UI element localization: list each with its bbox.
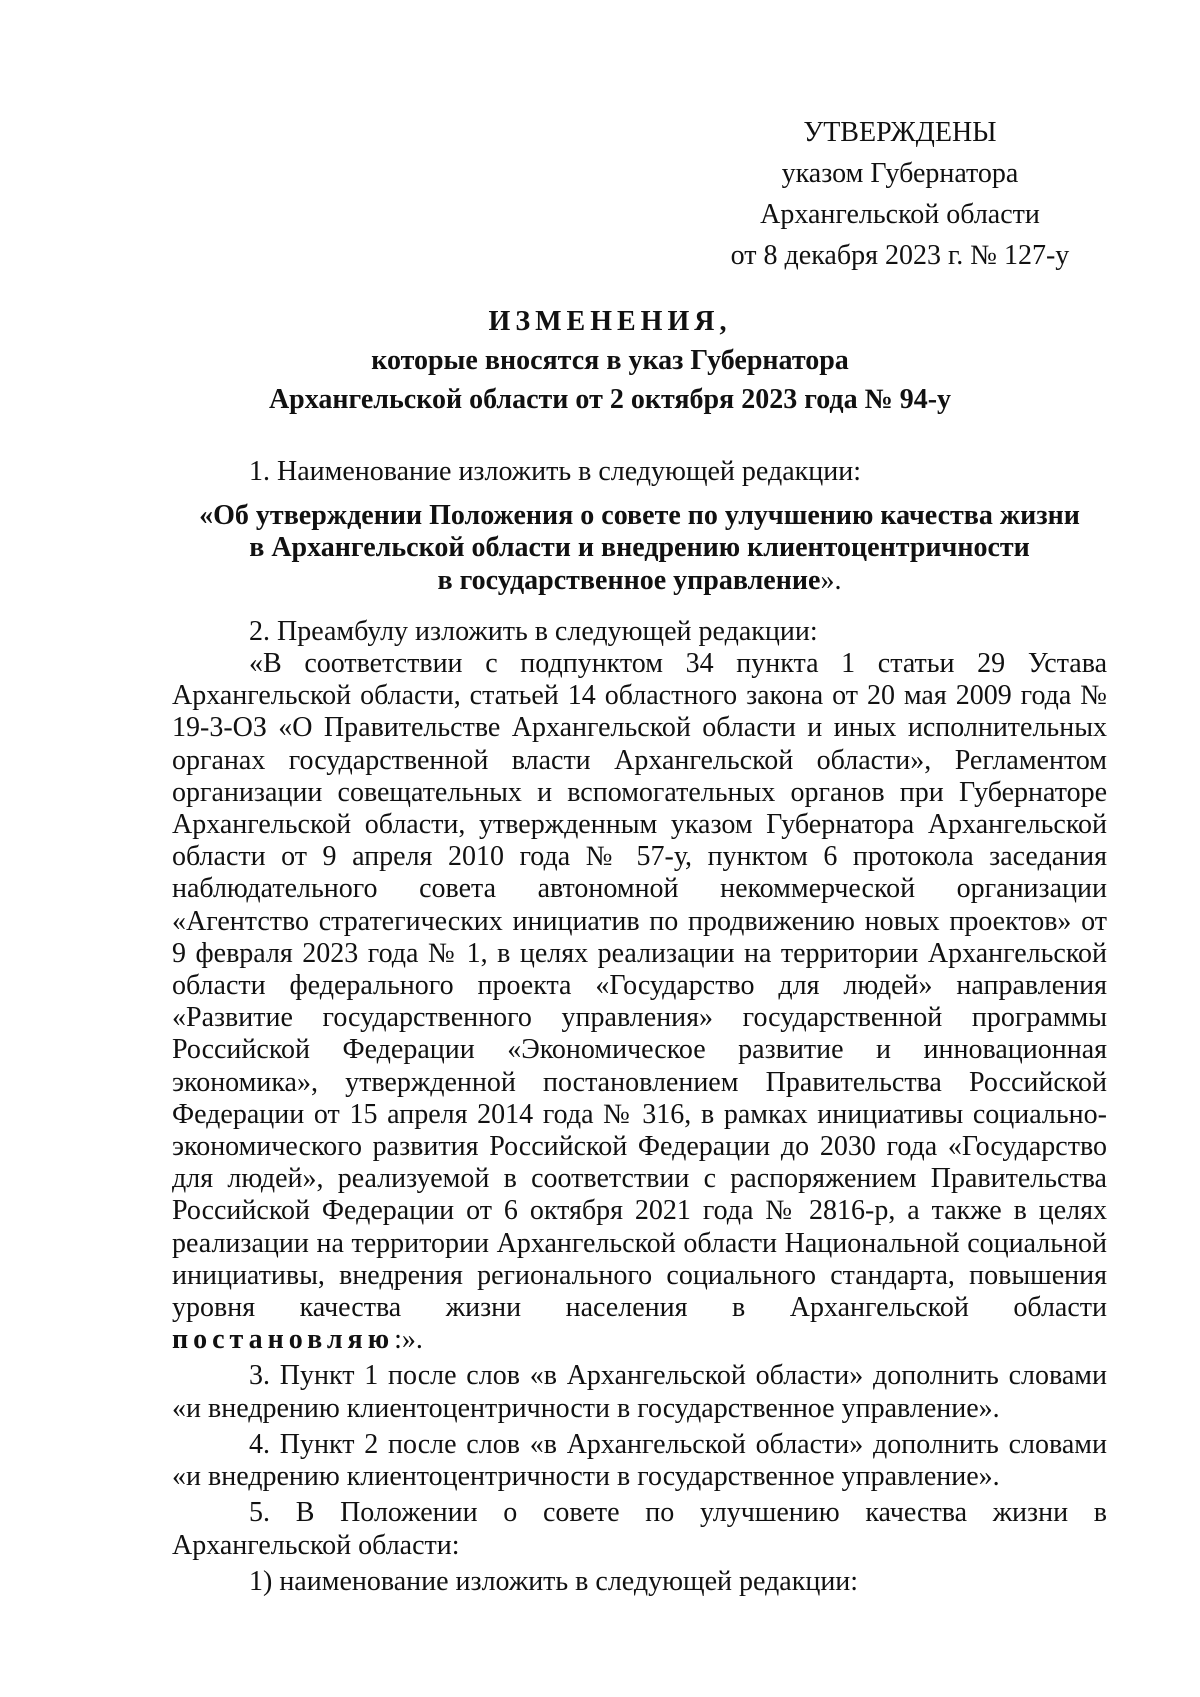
quote-line: «Об утверждении Положения о совете по улучшению качества жизни — [199, 500, 1080, 532]
approval-line: указом Губернатора — [781, 158, 1019, 189]
decree-word: постановляю — [172, 1324, 395, 1356]
quote-text: в государственное управление — [437, 564, 821, 596]
title-heading: ИЗМЕНЕНИЯ, — [488, 306, 732, 337]
approval-title: УТВЕРЖДЕНЫ — [803, 117, 997, 148]
approval-line: Архангельской области — [760, 199, 1040, 230]
item-1-quote — [172, 500, 1107, 597]
document-body — [172, 456, 1107, 1598]
approval-date: от 8 декабря 2023 г. № 127-у — [730, 240, 1070, 271]
quote-close: ». — [820, 564, 842, 596]
quote-line: в Архангельской области и внедрению клиентоцентричности — [249, 532, 1030, 564]
approval-stamp — [730, 112, 1070, 276]
item-2-quote — [172, 648, 1107, 1356]
item-3: 3. Пункт 1 после слов «в Архангельской области» дополнить словами «и внедрению клиентоцентричности в государственное управление». — [172, 1360, 1107, 1424]
preamble-text: «В соответствии с подпунктом 34 пункта 1 статьи 29 Устава Архангельской области, статьей 14 областного закона от 20 мая 2009 года № 19-3-ОЗ «О Правительстве Архангельской области и иных исполнительных органах государственной власти Архангельской области», Регламентом организации совещательных и вспомогательных органов при Губернаторе Архангельской области, утвержденным указом Губернатора Архангельской области от 9 апреля 2010 года № 57-у, пунктом 6 протокола заседания наблюдательного совета автономной некоммерческой организации «Агентство стратегических инициатив по продвижению новых проектов» от 9 февраля 2023 года № 1, в целях реализации на территории Архангельской области федерального проекта «Государство для людей» направления «Развитие государственного управления» государственной программы Российской Федерации «Экономическое развитие и инновационная экономика», утвержденной постановлением Правительства Российской Федерации от 15 апреля 2014 года № 316, в рамках инициативы социально-экономического развития Российской Федерации до 2030 года «Государство для людей», реализуемой в соответствии с распоряжением Правительства Российской Федерации от 6 октября 2021 года № 2816-р, а также в целях реализации на территории Архангельской области Национальной социальной инициативы, внедрения регионального социального стандарта, повышения уровня качества жизни населения в Архангельской области — [172, 648, 1107, 1324]
item-2: 2. Преамбулу изложить в следующей редакции: — [249, 615, 818, 647]
item-5-1: 1) наименование изложить в следующей редакции: — [249, 1565, 859, 1597]
preamble-close: :». — [394, 1324, 423, 1356]
item-4: 4. Пункт 2 после слов «в Архангельской области» дополнить словами «и внедрению клиентоцентричности в государственное управление». — [172, 1428, 1107, 1493]
document-title — [170, 302, 1050, 419]
item-1: 1. Наименование изложить в следующей редакции: — [249, 456, 861, 487]
title-subtitle: которые вносятся в указ Губернатора — [371, 345, 849, 376]
item-5: 5. В Положении о совете по улучшению качества жизни в Архангельской области: — [172, 1497, 1107, 1561]
quote-line — [172, 565, 1107, 597]
title-subtitle: Архангельской области от 2 октября 2023 года № 94-у — [268, 384, 952, 415]
